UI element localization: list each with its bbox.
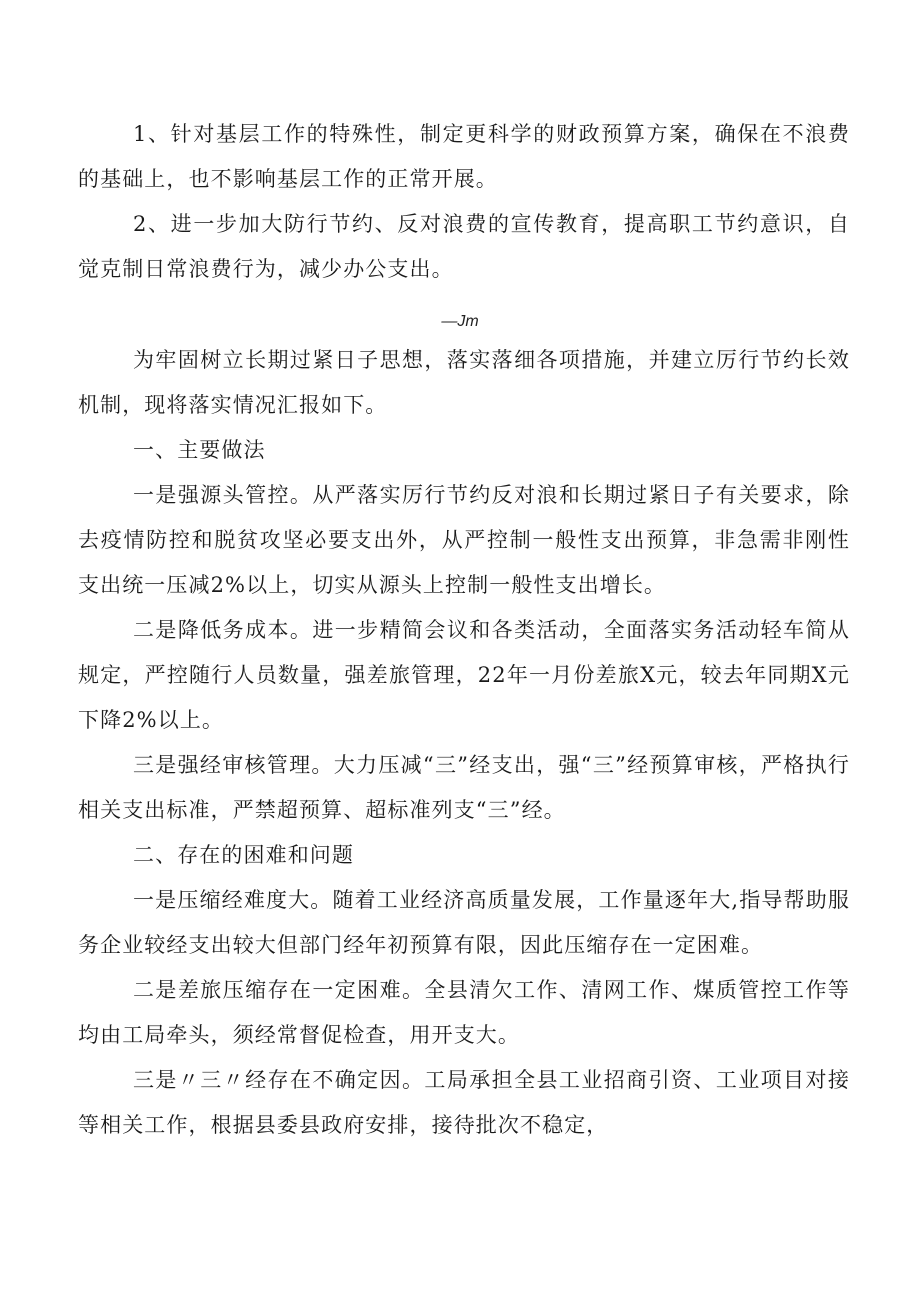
paragraph-intro: 为牢固树立长期过紧日子思想，落实落细各项措施，并建立厉行节约长效机制，现将落实情况汇报如下。 (78, 348, 850, 417)
signature-mark: —Jm (441, 313, 479, 330)
paragraph-budget-plan: 1、针对基层工作的特殊性，制定更科学的财政预算方案，确保在不浪费的基础上，也不影响基层工作的正常开展。 (78, 122, 850, 191)
paragraph-source-control: 一是强源头管控。从严落实厉行节约反对浪和长期过紧日子有关要求，除去疫情防控和脱贫攻坚必要支出外，从严控制一般性支出预算，非急需非刚性支出统一压减2%以上，切实从源头上控制一般性支出增长。 (78, 483, 850, 597)
paragraph-audit-management: 三是强经审核管理。大力压减“三”经支出，强“三”经预算审核，严格执行相关支出标准，严禁超预算、超标准列支“三”经。 (78, 753, 850, 822)
paragraph-frugality-education: 2、进一步加大防行节约、反对浪费的宣传教育，提高职工节约意识，自觉克制日常浪费行为，减少办公支出。 (78, 212, 850, 281)
paragraph-compression-difficulty: 一是压缩经难度大。随着工业经济高质量发展，工作量逐年大,指导帮助服务企业较经支出较大但部门经年初预算有限，因此压缩存在一定困难。 (78, 888, 850, 957)
paragraph-reduce-cost: 二是降低务成本。进一步精简会议和各类活动，全面落实务活动轻车简从规定，严控随行人员数量，强差旅管理，22年一月份差旅X元，较去年同期X元下降2%以上。 (78, 618, 850, 732)
section-heading-problems: 二、存在的困难和问题 (133, 843, 354, 867)
section-heading-main-practices: 一、主要做法 (133, 438, 266, 462)
paragraph-travel-difficulty: 二是差旅压缩存在一定困难。全县清欠工作、清网工作、煤质管控工作等均由工局牵头，须经常督促检查，用开支大。 (78, 978, 850, 1047)
paragraph-uncertainty: 三是〃三〃经存在不确定因。工局承担全县工业招商引资、工业项目对接等相关工作，根据县委县政府安排，接待批次不稳定， (78, 1068, 850, 1137)
